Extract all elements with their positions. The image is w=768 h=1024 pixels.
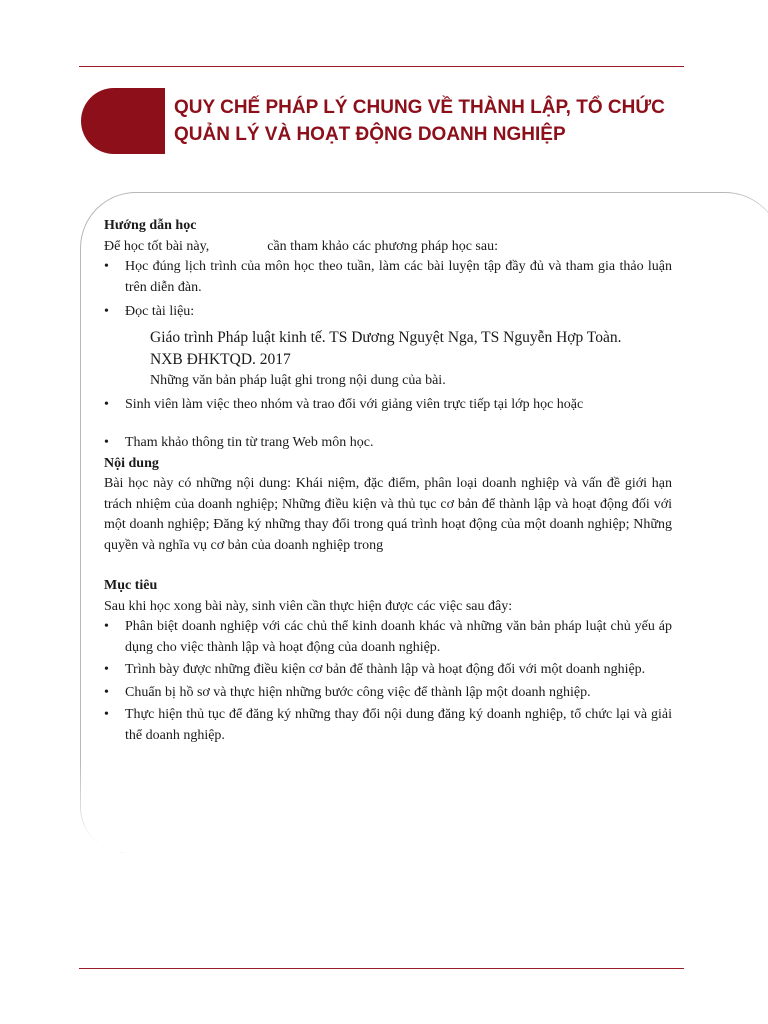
textbook-line-1: Giáo trình Pháp luật kinh tế. TS Dương Nguyệt Nga, TS Nguyễn Hợp Toàn. [150, 328, 622, 346]
objectives-heading: Mục tiêu [104, 578, 158, 593]
guide-item-docs: • Đọc tài liệu: [104, 302, 672, 323]
guide-heading: Hướng dẫn học [104, 218, 197, 233]
page-title-line-1: QUY CHẾ PHÁP LÝ CHUNG VỀ THÀNH LẬP, TỔ CHỨC [174, 97, 665, 118]
objectives-list [104, 617, 672, 746]
page-title [174, 94, 694, 148]
objective-item: • Trình bày được những điều kiện cơ bản để thành lập và hoạt động đối với một doanh nghiệp. [104, 660, 672, 681]
objective-item: • Thực hiện thủ tục để đăng ký những thay đổi nội dung đăng ký doanh nghiệp, tổ chức lại và giải thể doanh nghiệp. [104, 705, 672, 746]
guide-list-web [104, 433, 672, 454]
objective-item: • Chuẩn bị hồ sơ và thực hiện những bước công việc để thành lập một doanh nghiệp. [104, 683, 672, 704]
guide-list-docs [104, 302, 672, 323]
guide-intro-after: cần tham khảo các phương pháp học sau: [267, 238, 498, 254]
content-heading: Nội dung [104, 455, 159, 471]
bottom-rule [79, 968, 684, 969]
guide-list-group [104, 395, 672, 416]
textbook-line-2: NXB ĐHKTQD. 2017 [150, 350, 291, 368]
content-box-fade [60, 760, 120, 870]
page-title-line-2: QUẢN LÝ VÀ HOẠT ĐỘNG DOANH NGHIỆP [174, 124, 566, 145]
content-body [104, 216, 672, 746]
guide-intro [104, 237, 672, 258]
content-paragraph: Bài học này có những nội dung: Khái niệm, đặc điểm, phân loại doanh nghiệp và vấn đề giới hạn trách nhiệm của doanh nghiệp; Những điều kiện và thủ tục cơ bản để thành lập và hoạt động đối với một doanh nghiệp; Đăng ký những thay đổi trong quá trình hoạt động của một doanh nghiệp; Những quyền và nghĩa vụ cơ bản của doanh nghiệp trong [104, 476, 672, 553]
top-rule [79, 66, 684, 67]
guide-item-group: • Sinh viên làm việc theo nhóm và trao đổi với giảng viên trực tiếp tại lớp học hoặc [104, 395, 672, 416]
guide-item-schedule: • Học đúng lịch trình của môn học theo tuần, làm các bài luyện tập đầy đủ và tham gia thảo luận trên diễn đàn. [104, 257, 672, 298]
legal-docs-note: Những văn bản pháp luật ghi trong nội dung của bài. [150, 372, 446, 388]
guide-item-web: • Tham khảo thông tin từ trang Web môn học. [104, 433, 672, 454]
objectives-intro: Sau khi học xong bài này, sinh viên cần thực hiện được các việc sau đây: [104, 598, 513, 614]
title-tab-decoration [81, 88, 165, 154]
objective-item: • Phân biệt doanh nghiệp với các chủ thể kinh doanh khác và những văn bản pháp luật chủ yếu áp dụng cho việc thành lập và hoạt động của doanh nghiệp. [104, 617, 672, 658]
guide-intro-before: Để học tốt bài này, [104, 238, 210, 254]
guide-list [104, 257, 672, 298]
